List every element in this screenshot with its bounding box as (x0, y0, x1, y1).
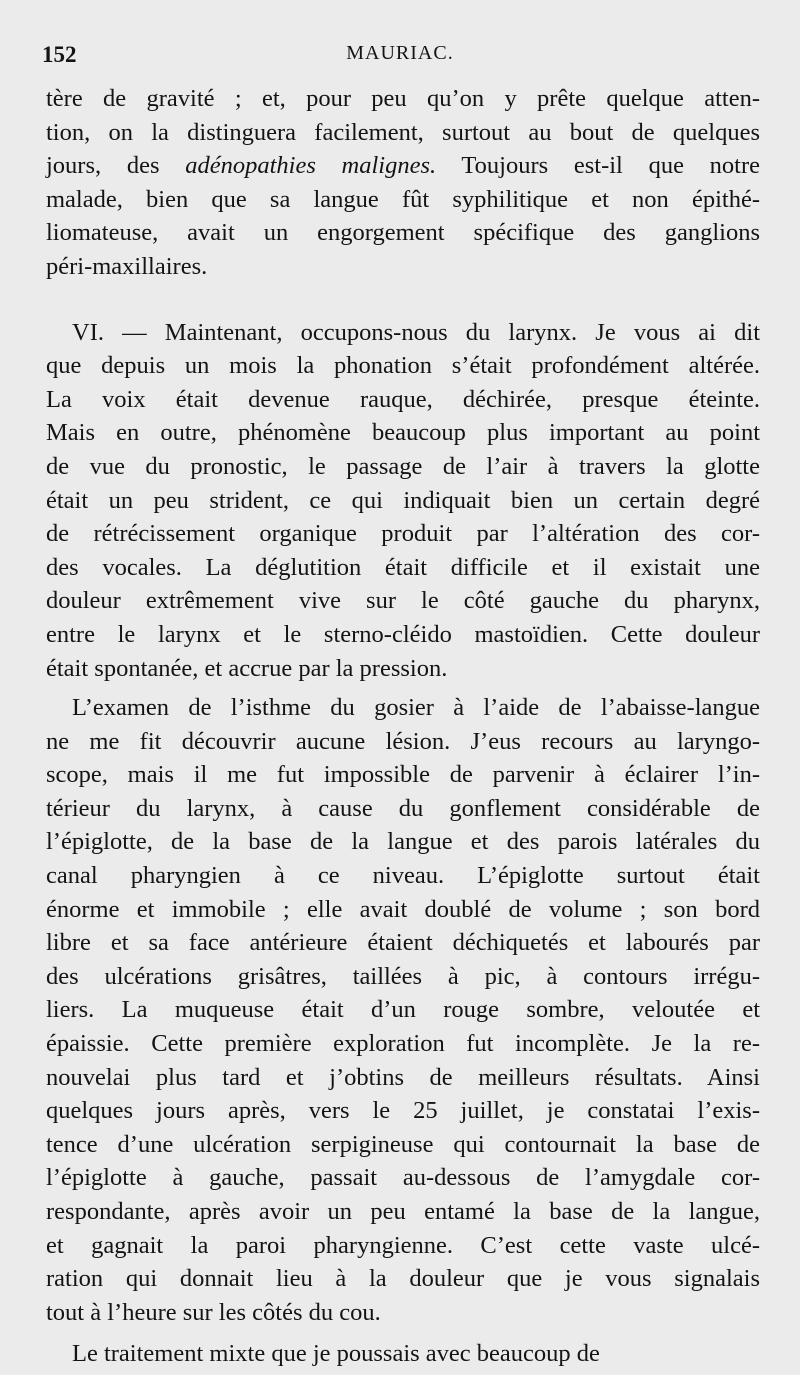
text-line: tère de gravité ; et, pour peu qu’on y prête quelque atten- (46, 85, 760, 112)
text-line: ration qui donnait lieu à la douleur que je vous signalais (46, 1265, 760, 1293)
text-line: entre le larynx et le sterno-cléido mastoïdien. Cette douleur (46, 620, 760, 648)
text-line: La voix était devenue rauque, déchirée, presque éteinte. (46, 385, 760, 413)
text-line: quelques jours après, vers le 25 juillet, je constatai l’exis- (46, 1097, 760, 1125)
page-header (42, 36, 758, 72)
text-line: l’épiglotte à gauche, passait au-dessous de l’amygdale cor- (46, 1164, 760, 1192)
text-line: était un peu strident, ce qui indiquait bien un certain degré (46, 486, 760, 514)
text-line: péri-maxillaires. (46, 252, 208, 280)
paragraph (46, 1337, 760, 1371)
running-head: MAURIAC. (346, 42, 454, 64)
text-line: jours, des adénopathies malignes. Toujours est-il que notre (46, 152, 760, 180)
text-line: respondante, après avoir un peu entamé la base de la langue, (46, 1198, 760, 1225)
text-line: malade, bien que sa langue fût syphilitique et non épithé- (46, 185, 760, 213)
page-number: 152 (42, 42, 77, 67)
text-line: et gagnait la paroi pharyngienne. C’est cette vaste ulcé- (46, 1231, 760, 1259)
text-line: VI. — Maintenant, occupons-nous du larynx. Je vous ai dit (72, 318, 760, 346)
text-line: Mais en outre, phénomène beaucoup plus important au point (46, 419, 760, 447)
paragraph (46, 691, 760, 1329)
text-line: liers. La muqueuse était d’un rouge sombre, veloutée et (46, 996, 760, 1024)
text-line: des ulcérations grisâtres, taillées à pic, à contours irrégu- (46, 962, 760, 990)
paragraph (46, 82, 760, 284)
paragraph (46, 316, 760, 686)
text-line: tion, on la distinguera facilement, surtout au bout de quelques (46, 118, 760, 146)
text-line: de rétrécissement organique produit par l’altération des cor- (46, 520, 760, 548)
text-line: épaissie. Cette première exploration fut incomplète. Je la re- (46, 1030, 760, 1058)
body-text (46, 82, 760, 1371)
text-line: canal pharyngien à ce niveau. L’épiglotte surtout était (46, 862, 760, 890)
text-line: liomateuse, avait un engorgement spécifique des ganglions (46, 219, 760, 247)
text-line: ne me fit découvrir aucune lésion. J’eus recours au laryngo- (46, 727, 760, 755)
text-line: térieur du larynx, à cause du gonflement considérable de (46, 794, 760, 822)
text-line: était spontanée, et accrue par la pression. (46, 654, 448, 682)
text-line: L’examen de l’isthme du gosier à l’aide de l’abaisse-langue (72, 694, 760, 722)
text-line: des vocales. La déglutition était difficile et il existait une (46, 553, 760, 581)
text-line: libre et sa face antérieure étaient déchiquetés et labourés par (46, 929, 760, 957)
text-line: que depuis un mois la phonation s’était profondément altérée. (46, 352, 760, 380)
text-line: tence d’une ulcération serpigineuse qui contournait la base de (46, 1130, 760, 1158)
text-line: nouvelai plus tard et j’obtins de meilleurs résultats. Ainsi (46, 1063, 760, 1091)
text-line: scope, mais il me fut impossible de parvenir à éclairer l’in- (46, 761, 760, 789)
text-line: énorme et immobile ; elle avait doublé de volume ; son bord (46, 895, 760, 923)
text-line: douleur extrêmement vive sur le côté gauche du pharynx, (46, 587, 760, 615)
text-line: tout à l’heure sur les côtés du cou. (46, 1298, 381, 1326)
text-line: Le traitement mixte que je poussais avec beaucoup de (72, 1340, 600, 1368)
text-line: l’épiglotte, de la base de la langue et des parois latérales du (46, 828, 760, 856)
text-line: de vue du pronostic, le passage de l’air à travers la glotte (46, 452, 760, 480)
